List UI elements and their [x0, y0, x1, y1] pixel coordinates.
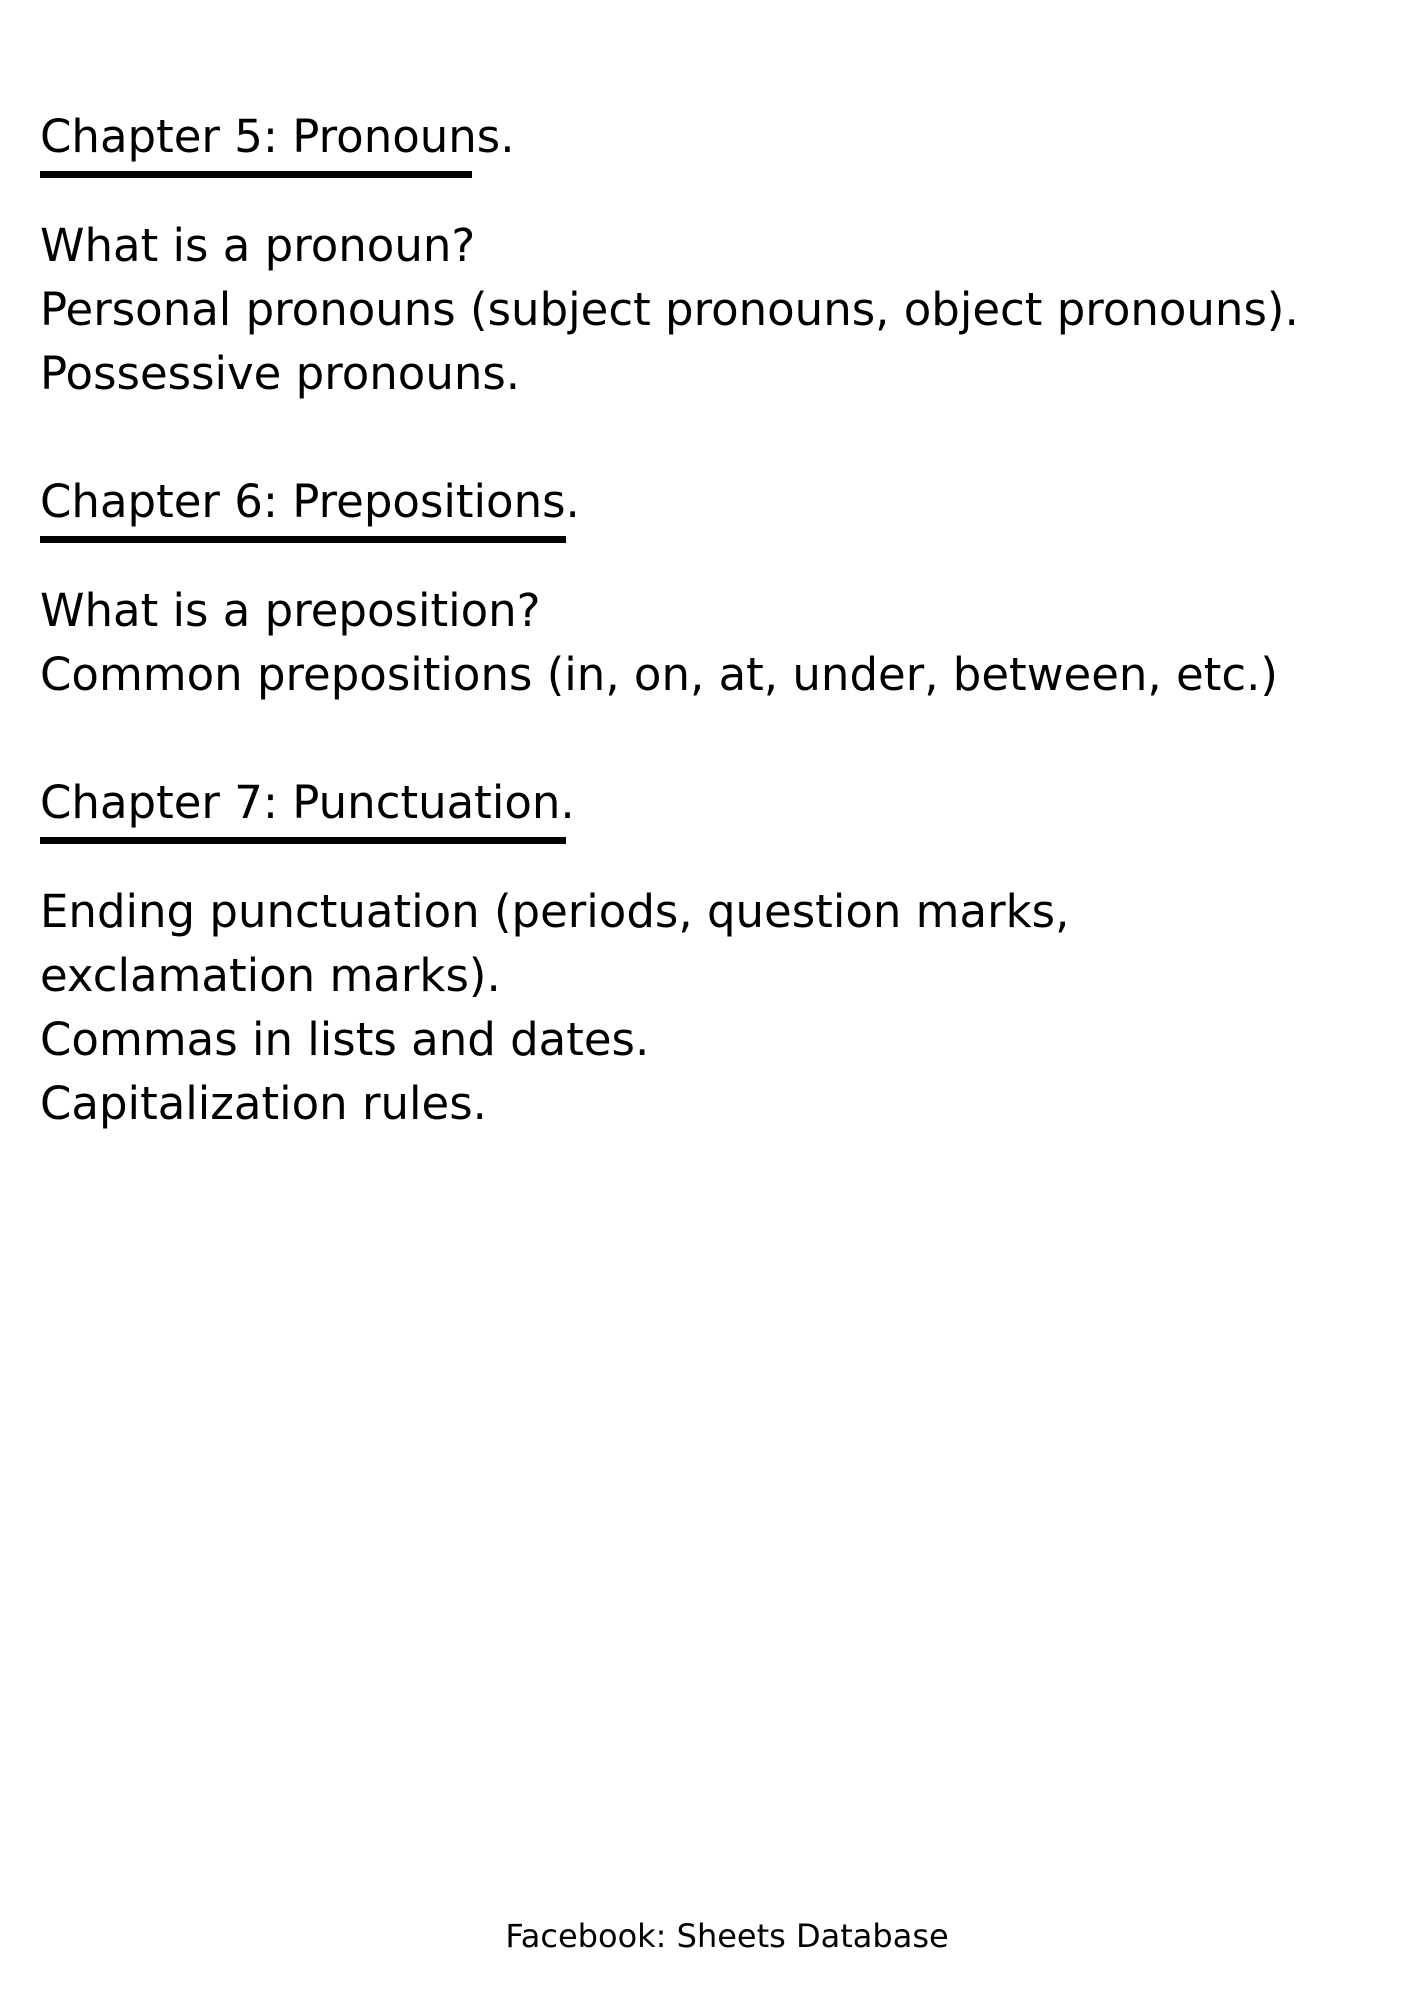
chapter-5-topic-1: What is a pronoun?	[40, 219, 476, 272]
chapter-6-topic-1: What is a preposition?	[40, 584, 541, 637]
chapter-5-topic-2: Personal pronouns (subject pronouns, object pronouns).	[40, 283, 1299, 336]
chapter-6-underline	[40, 536, 566, 543]
chapter-7-title: Chapter 7: Punctuation.	[40, 776, 575, 829]
chapter-5-section	[40, 105, 1360, 406]
chapter-7-topic-3: Capitalization rules.	[40, 1077, 487, 1130]
chapter-6-topic-list	[40, 579, 1360, 707]
chapter-5-topic-3: Possessive pronouns.	[40, 347, 521, 400]
chapter-7-topic-list	[40, 880, 1360, 1136]
chapter-5-topic-list	[40, 214, 1360, 406]
chapter-7-topic-1: Ending punctuation (periods, question marks, exclamation marks).	[40, 885, 1070, 1002]
chapter-6-title: Chapter 6: Prepositions.	[40, 475, 580, 528]
chapter-5-title: Chapter 5: Pronouns.	[40, 110, 515, 163]
chapter-7-topic-2: Commas in lists and dates.	[40, 1013, 650, 1066]
chapter-7-section	[40, 771, 1360, 1136]
chapter-5-underline	[40, 171, 472, 178]
document-content	[40, 105, 1360, 1136]
chapter-7-underline	[40, 837, 566, 844]
chapter-6-section	[40, 470, 1360, 707]
footer-credit: Facebook: Sheets Database	[505, 1917, 949, 1955]
chapter-6-topic-2: Common prepositions (in, on, at, under, between, etc.)	[40, 648, 1278, 701]
